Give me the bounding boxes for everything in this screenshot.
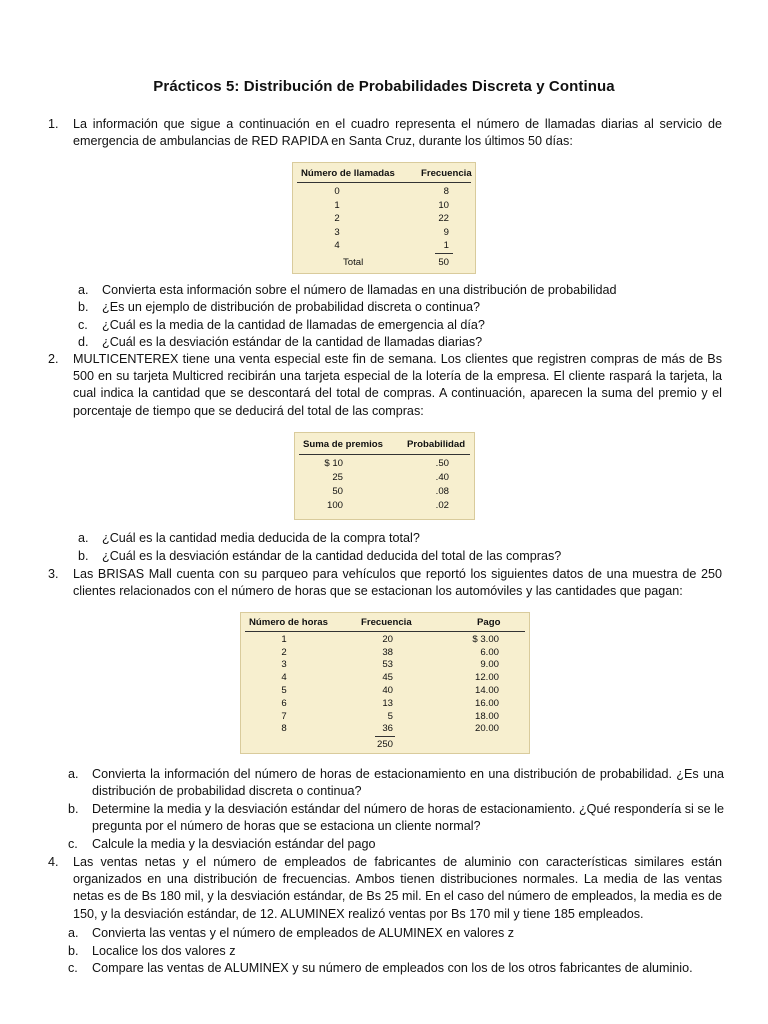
- table-cell: .40: [435, 472, 449, 483]
- item-text: Localice los dos valores z: [92, 944, 236, 958]
- table-cell: 9: [443, 227, 449, 238]
- table-cell: 6: [281, 698, 287, 709]
- question-number: 3.: [48, 567, 59, 581]
- table-cell: 36: [382, 723, 393, 734]
- question-text: Las BRISAS Mall cuenta con su parqueo para vehículos que reportó los siguientes datos de una muestra de 250 clientes relacionados con el número de horas que se estacionan los automóviles y las cantidades que pagan:: [73, 567, 722, 599]
- item-label: a.: [68, 767, 79, 781]
- table-cell: .50: [435, 458, 449, 469]
- total-rule: [375, 736, 395, 737]
- table-cell: 7: [281, 711, 287, 722]
- item-label: b.: [68, 802, 79, 816]
- table-rule: [299, 454, 470, 455]
- list-item: [68, 960, 724, 977]
- prizes-probability-table: [294, 432, 475, 520]
- table-header: Número de llamadas: [301, 168, 395, 179]
- item-label: a.: [78, 531, 89, 545]
- table-cell: 50: [332, 486, 343, 497]
- table-cell: 0: [334, 186, 340, 197]
- item-text: Determine la media y la desviación estándar del número de horas de estacionamiento. ¿Qué respondería si se le pregunta por el número de horas que se estaciona un cliente normal?: [92, 802, 724, 834]
- table-cell: 13: [382, 698, 393, 709]
- list-item: [68, 801, 724, 836]
- table-header: Pago: [477, 617, 501, 628]
- list-item: [78, 530, 728, 547]
- list-item: [78, 299, 728, 316]
- item-label: b.: [78, 300, 89, 314]
- table-cell: $ 3.00: [472, 634, 499, 645]
- table-cell: .02: [435, 500, 449, 511]
- item-text: ¿Cuál es la desviación estándar de la cantidad deducida del total de las compras?: [102, 549, 562, 563]
- item-label: c.: [78, 318, 88, 332]
- table-cell: 20.00: [474, 723, 499, 734]
- item-text: ¿Cuál es la desviación estándar de la cantidad de llamadas diarias?: [102, 335, 483, 349]
- list-item: [78, 334, 728, 351]
- table-cell: 1: [443, 240, 449, 251]
- item-text: Calcule la media y la desviación estándar del pago: [92, 837, 376, 851]
- item-label: a.: [78, 283, 89, 297]
- table-cell: 4: [281, 672, 287, 683]
- list-item: [68, 925, 724, 942]
- table-cell: 8: [281, 723, 287, 734]
- item-label: c.: [68, 837, 78, 851]
- table-cell: 2: [281, 647, 287, 658]
- table-cell: 3: [281, 659, 287, 670]
- item-label: c.: [68, 961, 78, 975]
- item-label: d.: [78, 335, 89, 349]
- table-rule: [297, 182, 471, 183]
- question-text: Las ventas netas y el número de empleados de fabricantes de aluminio con características similares están organizados en una distribución de frecuencias. Ambos tienen distribuciones normales. La media de las ventas netas es de Bs 180 mil, y la desviación estándar, de Bs 25 mil. En el caso del número de empleados, la media es de 150, y la desviación estándar, de 12. ALUMINEX realizó ventas por Bs 170 mil y tiene 185 empleados.: [73, 855, 722, 921]
- calls-frequency-table: [292, 162, 476, 274]
- table-cell: 4: [334, 240, 340, 251]
- table-cell: 5: [281, 685, 287, 696]
- table-cell: 1: [334, 200, 340, 211]
- list-item: [68, 836, 724, 853]
- item-text: Convierta esta información sobre el número de llamadas en una distribución de probabilidad: [102, 283, 617, 297]
- question-4: [48, 854, 722, 924]
- item-text: ¿Es un ejemplo de distribución de probabilidad discreta o continua?: [102, 300, 481, 314]
- table-cell: 22: [438, 213, 449, 224]
- table-cell: 20: [382, 634, 393, 645]
- table-cell: 12.00: [474, 672, 499, 683]
- table-cell: 45: [382, 672, 393, 683]
- parking-hours-table: [240, 612, 530, 754]
- table-cell: 16.00: [474, 698, 499, 709]
- table-cell: 10: [438, 200, 449, 211]
- list-item: [78, 317, 728, 334]
- total-value: 50: [438, 257, 449, 268]
- total-rule: [435, 253, 453, 254]
- item-text: ¿Cuál es la media de la cantidad de llamadas de emergencia al día?: [102, 318, 485, 332]
- total-value: 250: [376, 739, 393, 750]
- table-cell: 8: [443, 186, 449, 197]
- item-text: Compare las ventas de ALUMINEX y su número de empleados con los de los otros fabricantes de aluminio.: [92, 961, 693, 975]
- table-header: Frecuencia: [361, 617, 412, 628]
- total-label: Total: [343, 257, 364, 268]
- list-item: [68, 766, 724, 801]
- question-number: 4.: [48, 855, 59, 869]
- item-text: Convierta las ventas y el número de empleados de ALUMINEX en valores z: [92, 926, 515, 940]
- table-cell: 18.00: [474, 711, 499, 722]
- table-header: Suma de premios: [303, 439, 383, 450]
- table-cell: 100: [326, 500, 343, 511]
- question-2: [48, 351, 722, 421]
- page-title: Prácticos 5: Distribución de Probabilidades Discreta y Continua: [153, 78, 615, 95]
- table-cell: 38: [382, 647, 393, 658]
- list-item: [78, 548, 728, 565]
- item-label: b.: [68, 944, 79, 958]
- table-header: Número de horas: [249, 617, 328, 628]
- table-cell: 53: [382, 659, 393, 670]
- table-cell: 25: [332, 472, 343, 483]
- question-1: [48, 116, 722, 152]
- table-cell: 5: [387, 711, 393, 722]
- list-item: [78, 282, 728, 299]
- item-text: Convierta la información del número de horas de estacionamiento en una distribución de probabilidad. ¿Es una distribución de probabilidad discreta o continua?: [92, 767, 724, 799]
- table-cell: 2: [334, 213, 340, 224]
- table-cell: 3: [334, 227, 340, 238]
- table-cell: .08: [435, 486, 449, 497]
- question-3: [48, 566, 722, 602]
- item-label: a.: [68, 926, 79, 940]
- table-header: Frecuencia: [421, 168, 472, 179]
- question-number: 1.: [48, 117, 59, 131]
- table-cell: 40: [382, 685, 393, 696]
- question-number: 2.: [48, 352, 59, 366]
- table-header: Probabilidad: [407, 439, 466, 450]
- table-cell: 9.00: [480, 659, 499, 670]
- table-cell: $ 10: [324, 458, 343, 469]
- item-label: b.: [78, 549, 89, 563]
- table-cell: 14.00: [474, 685, 499, 696]
- question-text: MULTICENTEREX tiene una venta especial este fin de semana. Los clientes que registren compras de más de Bs 500 en su tarjeta Multicred recibirán una tarjeta especial de la lotería de la empresa. El cliente raspará la tarjeta, la cual indica la cantidad que se descontará del total de compras. A continuación, aparecen la suma del premio y el porcentaje de tiempo que se deducirá del total de las compras:: [73, 352, 722, 418]
- table-cell: 1: [281, 634, 287, 645]
- question-text: La información que sigue a continuación en el cuadro representa el número de llamadas diarias al servicio de emergencia de ambulancias de RED RAPIDA en Santa Cruz, durante los últimos 50 días:: [73, 117, 722, 149]
- table-rule: [245, 631, 525, 632]
- table-cell: 6.00: [480, 647, 499, 658]
- list-item: [68, 943, 724, 960]
- item-text: ¿Cuál es la cantidad media deducida de la compra total?: [102, 531, 420, 545]
